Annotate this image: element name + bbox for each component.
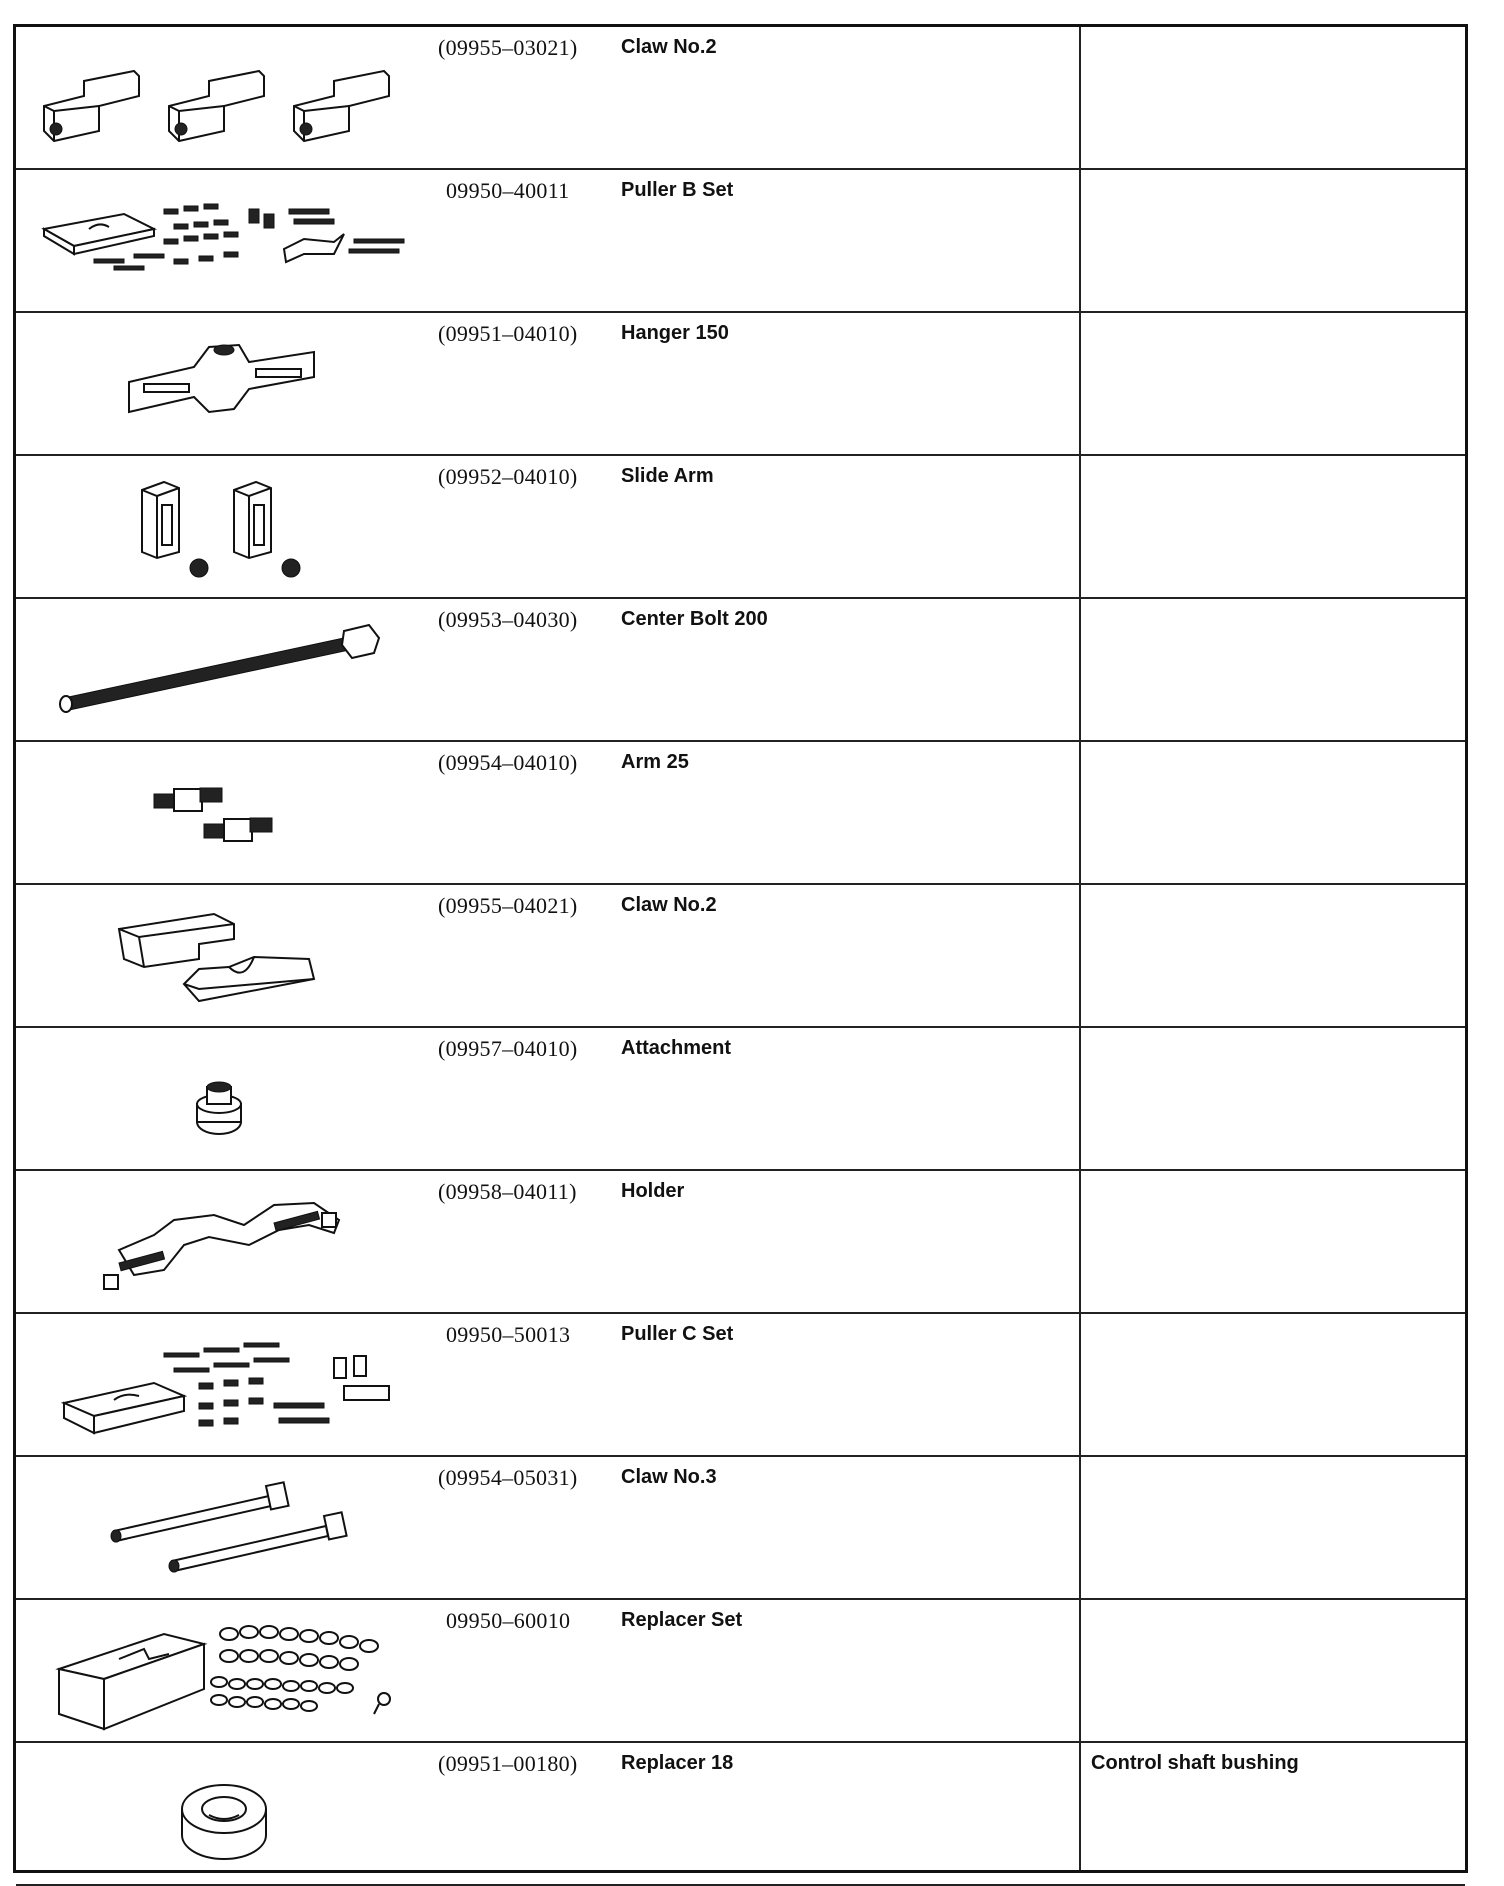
part-number: (09952–04010) (438, 464, 578, 489)
attachment-icon (24, 1032, 424, 1166)
table-row (16, 742, 1465, 885)
replacer-set-icon (24, 1604, 424, 1738)
part-number: (09951–04010) (438, 321, 578, 346)
replacer-ring-icon (24, 1747, 424, 1881)
table-row (16, 1028, 1465, 1171)
part-number: (09958–04011) (438, 1179, 577, 1204)
slide-arm-icon (24, 460, 424, 594)
part-name: Claw No.3 (621, 1466, 717, 1488)
table-row (16, 313, 1465, 456)
column-divider (1079, 27, 1081, 1870)
puller-c-set-icon (24, 1318, 424, 1452)
part-number: (09955–04021) (438, 893, 578, 918)
table-row (16, 885, 1465, 1028)
claw-pair-icon (24, 889, 424, 1023)
claw-rods-icon (24, 1461, 424, 1595)
table-row (16, 1457, 1465, 1600)
table-row (16, 1743, 1465, 1886)
part-number: 09950–40011 (446, 178, 570, 203)
table-row (16, 170, 1465, 313)
part-name: Hanger 150 (621, 322, 729, 344)
part-note: Control shaft bushing (1091, 1752, 1299, 1774)
table-row (16, 1171, 1465, 1314)
hanger-icon (24, 317, 424, 451)
claw-set-icon (24, 31, 424, 165)
part-number: (09954–05031) (438, 1465, 578, 1490)
part-name: Arm 25 (621, 751, 689, 773)
part-number: (09951–00180) (438, 1751, 578, 1776)
part-name: Claw No.2 (621, 36, 717, 58)
part-number: 09950–60010 (446, 1608, 571, 1633)
part-number: (09955–03021) (438, 35, 578, 60)
part-name: Claw No.2 (621, 894, 717, 916)
table-row (16, 27, 1465, 170)
part-name: Holder (621, 1180, 685, 1202)
part-name: Center Bolt 200 (621, 608, 768, 630)
part-name: Attachment (621, 1037, 732, 1059)
holder-icon (24, 1175, 424, 1309)
table-row (16, 1600, 1465, 1743)
special-tools-table (13, 24, 1468, 1873)
arm-icon (24, 746, 424, 880)
part-name: Replacer Set (621, 1609, 743, 1631)
part-name: Puller B Set (621, 179, 734, 201)
table-row (16, 456, 1465, 599)
part-name: Replacer 18 (621, 1752, 734, 1774)
puller-b-set-icon (24, 174, 424, 308)
table-row (16, 599, 1465, 742)
center-bolt-icon (24, 603, 424, 737)
table-row (16, 1314, 1465, 1457)
part-name: Slide Arm (621, 465, 714, 487)
part-number: (09953–04030) (438, 607, 578, 632)
part-number: 09950–50013 (446, 1322, 571, 1347)
part-number: (09957–04010) (438, 1036, 578, 1061)
part-number: (09954–04010) (438, 750, 578, 775)
part-name: Puller C Set (621, 1323, 734, 1345)
